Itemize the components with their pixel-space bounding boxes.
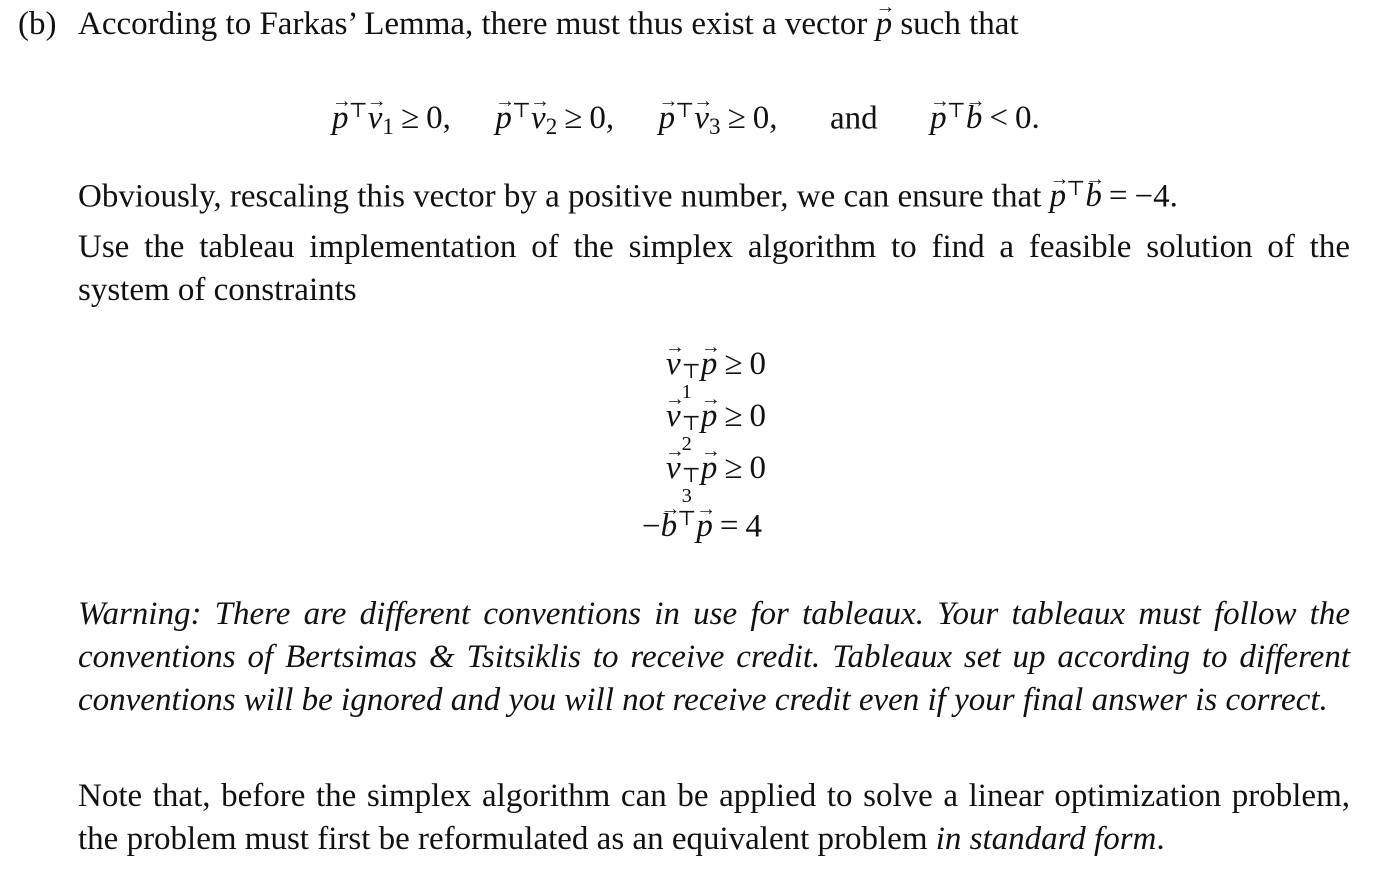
note-emphasis: in standard form: [935, 821, 1157, 857]
relation: ≥: [724, 398, 743, 434]
vector-p: → p: [701, 398, 718, 435]
vector-v: → v: [368, 100, 383, 137]
subscript: 2: [681, 432, 692, 455]
relation: ≥: [564, 100, 583, 137]
rhs: 0: [749, 398, 767, 434]
constraint-row-3: [666, 450, 767, 507]
vector-p: → p: [701, 346, 718, 383]
equals: =: [1108, 178, 1128, 215]
part-label: (b): [18, 6, 57, 42]
vector-v: → v: [666, 346, 681, 383]
transpose-mark: ⊤: [348, 100, 368, 122]
condition-4: [930, 100, 1040, 136]
vector-p: → p: [495, 100, 512, 137]
comma: ,: [605, 100, 615, 137]
transpose-mark: ⊤: [675, 100, 695, 122]
note-text: Note that, before the simplex algorithm can be applied to solve a linear optimization problem, the problem must first be reformulated as an equivalent problem: [78, 778, 1350, 857]
vector-v: → v: [694, 100, 709, 137]
subscript: 3: [681, 484, 692, 507]
zero: 0: [426, 100, 443, 137]
vector-p: → p: [696, 508, 713, 545]
relation: =: [719, 508, 739, 545]
condition-3: [658, 100, 786, 140]
constraint-row-2: [666, 398, 767, 455]
and-word: and: [829, 100, 878, 137]
subscript: 1: [382, 113, 394, 140]
transpose-mark: ⊤: [511, 100, 532, 122]
note-period: .: [1156, 821, 1165, 857]
condition-2: [495, 100, 622, 140]
vector-b: → b: [966, 100, 983, 137]
transpose-mark: ⊤: [681, 413, 701, 436]
vector-v: → v: [531, 100, 546, 137]
rescale-text: Obviously, rescaling this vector by a positive number, we can ensure that: [78, 178, 1042, 215]
vector-p: → p: [332, 100, 349, 137]
vector-b: → b: [661, 508, 678, 545]
transpose-mark: ⊤: [946, 100, 966, 122]
note-paragraph: [78, 775, 1350, 861]
vector-p: → p: [659, 100, 676, 137]
vector-v: → v: [666, 450, 681, 487]
period: .: [1031, 100, 1040, 137]
constraint-row-1: [666, 346, 767, 403]
intro-sentence: [78, 6, 1019, 43]
intro-tail: such that: [900, 6, 1019, 42]
rhs: 0: [749, 346, 767, 382]
relation: ≥: [727, 100, 746, 137]
condition-1: [332, 100, 459, 140]
rescale-value: −4: [1134, 178, 1170, 215]
intro-lead: According to Farkas’ Lemma, there must thus exist a vector: [78, 6, 868, 42]
vector-v: → v: [666, 398, 681, 435]
comma: ,: [442, 100, 451, 137]
vector-p: → p: [701, 450, 718, 487]
relation: ≥: [400, 100, 420, 137]
period: .: [1169, 178, 1178, 215]
warning-paragraph: Warning: There are different conventions in use for tableaux. Your tableaux must follow the conventions of Bertsimas & Tsitsiklis to receive credit. Tableaux set up according to different conventions will be ignored and you will not receive credit even if your final answer is correct.: [78, 596, 1350, 718]
zero: 0: [1014, 100, 1032, 137]
zero: 0: [752, 100, 770, 137]
task-paragraph: Use the tableau implementation of the simplex algorithm to find a feasible solution of the system of constraints: [78, 229, 1350, 308]
relation: ≥: [724, 450, 743, 486]
transpose-mark: ⊤: [1066, 178, 1086, 200]
farkas-conditions: [332, 98, 1040, 140]
rhs: 4: [745, 508, 762, 545]
intro-vector-p: → p: [876, 6, 893, 43]
relation: <: [989, 100, 1008, 137]
minus-sign: −: [642, 508, 661, 545]
rescale-sentence: [78, 176, 1178, 215]
transpose-mark: ⊤: [681, 361, 701, 384]
relation: ≥: [724, 346, 743, 382]
vector-b: → b: [1085, 178, 1102, 215]
rhs: 0: [749, 450, 767, 486]
constraint-row-4: [642, 506, 762, 546]
transpose-mark: ⊤: [681, 465, 701, 488]
subscript: 2: [545, 113, 558, 140]
vector-p: → p: [930, 100, 947, 137]
transpose-mark: ⊤: [677, 508, 697, 530]
vector-p: → p: [1050, 178, 1067, 215]
subscript: 3: [709, 113, 721, 140]
zero: 0: [589, 100, 606, 137]
subscript: 1: [681, 380, 692, 403]
comma: ,: [769, 100, 778, 137]
